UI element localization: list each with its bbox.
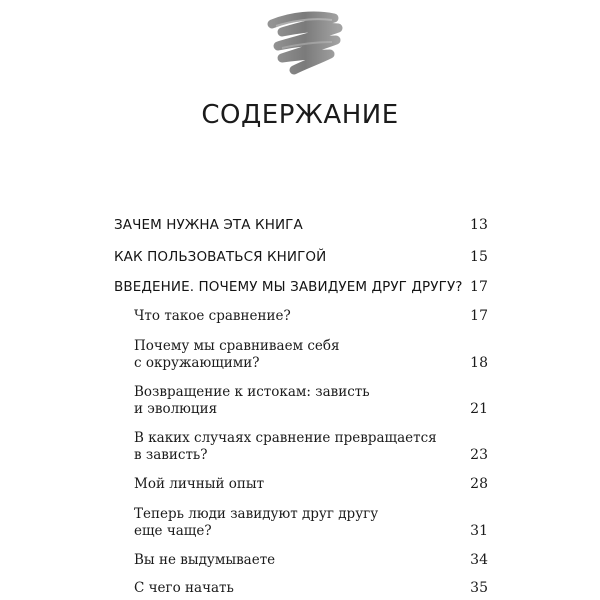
chapter-title: ЗАЧЕМ НУЖНА ЭТА КНИГА	[114, 217, 303, 233]
page-number: 18	[470, 355, 488, 371]
section-title: Мой личный опыт	[134, 476, 265, 492]
page-number: 34	[470, 552, 488, 568]
section-title: Почему мы сравниваем себя с окружающими?	[134, 338, 340, 371]
section-title: Вы не выдумываете	[134, 552, 276, 568]
section-title: Что такое сравнение?	[134, 308, 291, 324]
page-number: 31	[470, 523, 488, 539]
page-title: СОДЕРЖАНИЕ	[201, 100, 399, 130]
page-number: 17	[469, 279, 488, 295]
chapter-title: ВВЕДЕНИЕ. ПОЧЕМУ МЫ ЗАВИДУЕМ ДРУГ ДРУГУ?	[114, 279, 463, 295]
page-number: 17	[470, 308, 488, 324]
page-number: 13	[469, 217, 488, 233]
page-number: 15	[469, 249, 488, 265]
section-title: С чего начать	[134, 580, 234, 596]
page-number: 35	[470, 580, 488, 596]
chapter-title: КАК ПОЛЬЗОВАТЬСЯ КНИГОЙ	[114, 249, 327, 265]
section-title: Теперь люди завидуют друг другу еще чаще?	[134, 506, 379, 539]
page-number: 28	[470, 476, 488, 492]
page-number: 21	[470, 401, 488, 417]
section-title: В каких случаях сравнение превращается в зависть?	[134, 430, 437, 463]
page-number: 23	[470, 447, 488, 463]
section-title: Возвращение к истокам: зависть и эволюция	[134, 384, 370, 417]
